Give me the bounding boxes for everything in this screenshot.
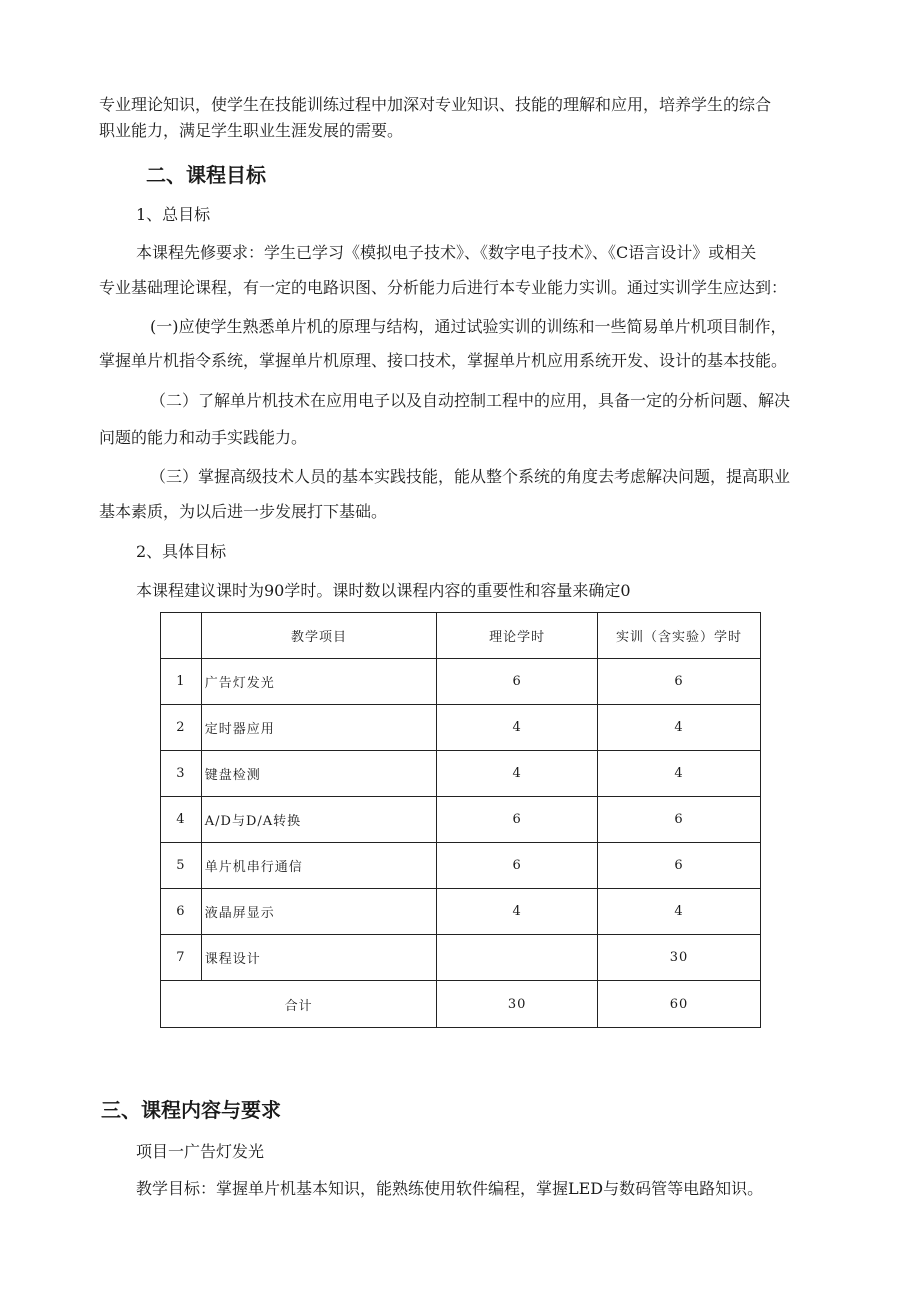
row-number: 7 [161,935,202,981]
item-2-line-2: 问题的能力和动手实践能力。 [99,428,308,447]
table-header-row [161,613,761,659]
table-row [161,843,761,889]
total-label: 合计 [161,981,437,1028]
row-number: 6 [161,889,202,935]
table-row [161,797,761,843]
item-2-line-1: （二）了解单片机技术在应用电子以及自动控制工程中的应用，具备一定的分析问题、解决 [150,391,791,410]
row-practice-hours: 4 [598,751,761,797]
row-project-name: A/D与D/A转换 [201,797,436,843]
table-row [161,659,761,705]
row-number: 3 [161,751,202,797]
course-hours-table [160,612,761,1028]
table-header-practice-hours: 实训（含实验）学时 [598,613,761,659]
row-practice-hours: 4 [598,889,761,935]
intro-line-2: 职业能力，满足学生职业生涯发展的需要。 [99,121,404,140]
project-1-goal: 教学目标：掌握单片机基本知识，能熟练使用软件编程，掌握LED与数码管等电路知识。 [136,1179,764,1198]
row-theory-hours: 4 [437,751,598,797]
total-practice-hours: 60 [598,981,761,1028]
item-1-line-1: (一)应使学生熟悉单片机的原理与结构，通过试验实训的训练和一些简易单片机项目制作， [150,317,787,336]
item-1-line-2: 掌握单片机指令系统，掌握单片机原理、接口技术，掌握单片机应用系统开发、设计的基本技能。 [99,351,788,370]
row-theory-hours [437,935,598,981]
row-practice-hours: 6 [598,843,761,889]
row-number: 5 [161,843,202,889]
row-number: 4 [161,797,202,843]
goal-1-heading: 1、总目标 [136,205,211,224]
section-3-heading: 三、课程内容与要求 [101,1098,281,1122]
table-header-number [161,613,202,659]
row-theory-hours: 6 [437,659,598,705]
row-practice-hours: 6 [598,659,761,705]
table-row [161,935,761,981]
row-project-name: 定时器应用 [201,705,436,751]
table-row [161,751,761,797]
row-theory-hours: 6 [437,797,598,843]
item-3-line-2: 基本素质，为以后进一步发展打下基础。 [99,502,388,521]
row-theory-hours: 4 [437,889,598,935]
section-2-heading: 二、课程目标 [146,163,266,187]
table-total-row [161,981,761,1028]
row-number: 2 [161,705,202,751]
goal-1-line-1: 本课程先修要求：学生已学习《模拟电子技术》、《数字电子技术》、《C语言设计》或相关 [136,243,757,262]
row-project-name: 广告灯发光 [201,659,436,705]
table-header-project: 教学项目 [201,613,436,659]
goal-1-line-2: 专业基础理论课程，有一定的电路识图、分析能力后进行本专业能力实训。通过实训学生应达到： [99,278,788,297]
row-theory-hours: 4 [437,705,598,751]
item-3-line-1: （三）掌握高级技术人员的基本实践技能，能从整个系统的角度去考虑解决问题，提高职业 [150,467,791,486]
table-row [161,705,761,751]
table-row [161,889,761,935]
table-header-theory-hours: 理论学时 [437,613,598,659]
project-1-title: 项目一广告灯发光 [136,1142,265,1161]
goal-2-text: 本课程建议课时为90学时。课时数以课程内容的重要性和容量来确定0 [136,581,631,600]
row-project-name: 单片机串行通信 [201,843,436,889]
row-number: 1 [161,659,202,705]
row-theory-hours: 6 [437,843,598,889]
row-practice-hours: 4 [598,705,761,751]
row-project-name: 课程设计 [201,935,436,981]
row-project-name: 键盘检测 [201,751,436,797]
row-project-name: 液晶屏显示 [201,889,436,935]
row-practice-hours: 30 [598,935,761,981]
total-theory-hours: 30 [437,981,598,1028]
row-practice-hours: 6 [598,797,761,843]
intro-line-1: 专业理论知识，使学生在技能训练过程中加深对专业知识、技能的理解和应用，培养学生的综合 [99,95,772,114]
goal-2-heading: 2、具体目标 [136,542,227,561]
